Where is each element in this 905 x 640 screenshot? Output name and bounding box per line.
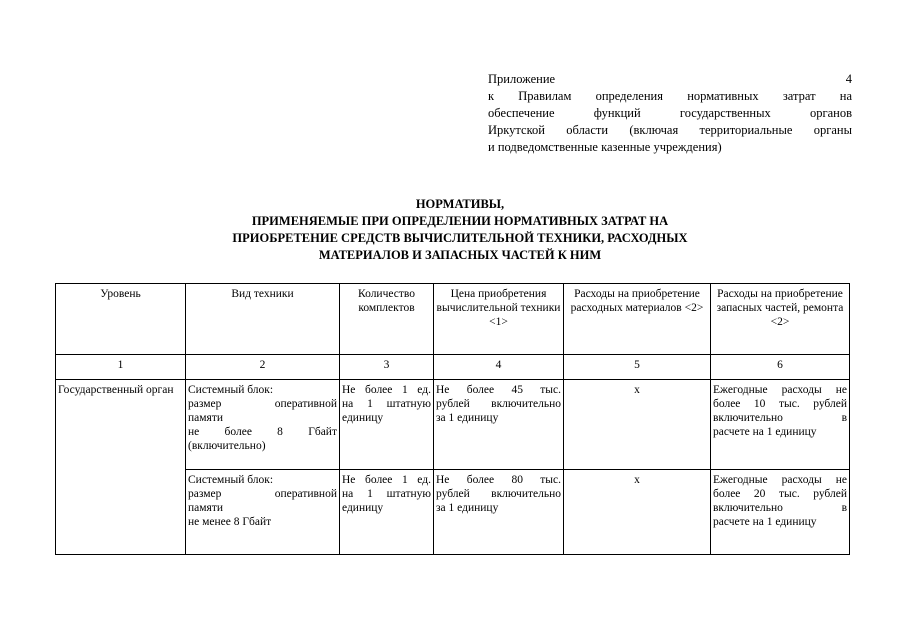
annex-reference (488, 71, 852, 156)
spare-parts-cell: Ежегодные расходы не более 10 тыс. рублей включительно в расчете на 1 единицу (711, 380, 850, 470)
consumables-cell: х (564, 470, 711, 555)
header-spare-parts: Расходы на приобретение запасных частей, ремонта <2> (711, 284, 850, 355)
header-quantity: Количество комплектов (340, 284, 434, 355)
price-cell: Не более 80 тыс. рублей включительно за 1 единицу (434, 470, 564, 555)
title-line: НОРМАТИВЫ, (415, 197, 505, 211)
spare-parts-cell: Ежегодные расходы не более 20 тыс. рублей включительно в расчете на 1 единицу (711, 470, 850, 555)
table-row (56, 380, 850, 470)
norms-table (55, 283, 850, 555)
consumables-cell: х (564, 380, 711, 470)
document-title (120, 196, 800, 264)
header-row (56, 284, 850, 355)
header-level: Уровень (56, 284, 186, 355)
equipment-type-cell: Системный блок: размер оперативной памяти не более 8 Гбайт (включительно) (186, 380, 340, 470)
column-number: 6 (711, 355, 850, 380)
annex-title: Приложение 4 (488, 72, 852, 86)
quantity-cell: Не более 1 ед. на 1 штатную единицу (340, 470, 434, 555)
header-equipment-type: Вид техники (186, 284, 340, 355)
equipment-type-cell: Системный блок: размер оперативной памяти не менее 8 Гбайт (186, 470, 340, 555)
header-price: Цена приобретения вычислительной техники <1> (434, 284, 564, 355)
column-number: 2 (186, 355, 340, 380)
column-number: 1 (56, 355, 186, 380)
title-line: МАТЕРИАЛОВ И ЗАПАСНЫХ ЧАСТЕЙ К НИМ (318, 248, 602, 262)
level-cell: Государственный орган (56, 380, 186, 555)
price-cell: Не более 45 тыс. рублей включительно за 1 единицу (434, 380, 564, 470)
title-line: ПРИМЕНЯЕМЫЕ ПРИ ОПРЕДЕЛЕНИИ НОРМАТИВНЫХ ЗАТРАТ НА (251, 214, 669, 228)
annex-line: и подведомственные казенные учреждения) (488, 140, 722, 154)
header-consumables: Расходы на приобретение расходных материалов <2> (564, 284, 711, 355)
annex-line: к Правилам определения нормативных затрат на (488, 89, 852, 103)
column-number-row (56, 355, 850, 380)
title-line: ПРИОБРЕТЕНИЕ СРЕДСТВ ВЫЧИСЛИТЕЛЬНОЙ ТЕХНИКИ, РАСХОДНЫХ (232, 231, 688, 245)
annex-line: Иркутской области (включая территориальные органы (488, 123, 852, 137)
column-number: 5 (564, 355, 711, 380)
annex-line: обеспечение функций государственных органов (488, 106, 852, 120)
column-number: 3 (340, 355, 434, 380)
quantity-cell: Не более 1 ед. на 1 штатную единицу (340, 380, 434, 470)
column-number: 4 (434, 355, 564, 380)
